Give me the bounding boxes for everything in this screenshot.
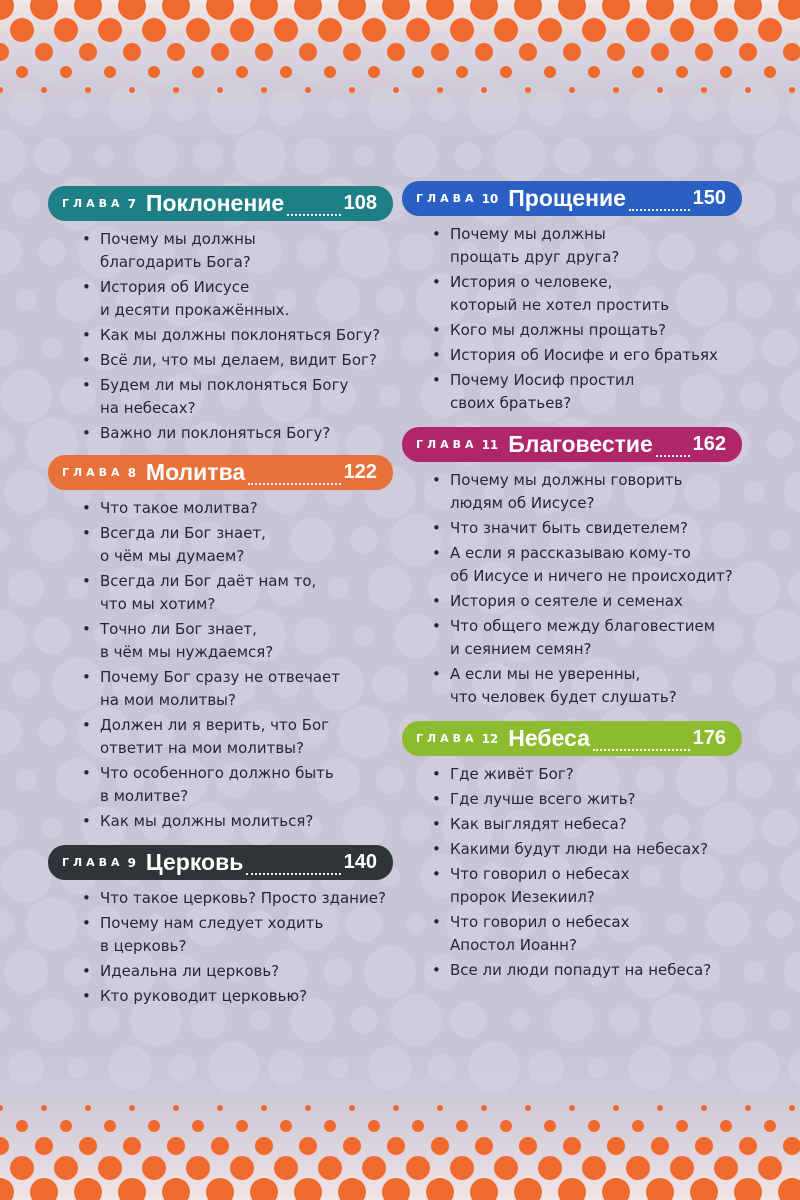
topic-item: • Что говорил о небесах Апостол Иоанн? [402, 911, 742, 957]
chapter-topics [402, 223, 742, 415]
chapter-topics [48, 228, 393, 445]
topic-item: • Как мы должны поклоняться Богу? [48, 324, 393, 347]
topic-item: • Точно ли Бог знает, в чём мы нуждаемся? [48, 618, 393, 664]
right-column [402, 181, 742, 992]
topic-item: • Идеальна ли церковь? [48, 960, 393, 983]
chapter-12 [402, 721, 742, 982]
chapter-number: 9 [127, 855, 136, 870]
topic-item: • Что такое церковь? Просто здание? [48, 887, 393, 910]
chapter-number: 7 [127, 196, 136, 211]
chapter-10 [402, 181, 742, 415]
chapter-title: Благовестие [508, 431, 653, 457]
left-column [48, 186, 393, 1018]
topic-item: • Как мы должны молиться? [48, 810, 393, 833]
chapter-page: 162 [692, 433, 726, 455]
topic-item: • Всегда ли Бог даёт нам то, что мы хотим? [48, 570, 393, 616]
topic-item: • Какими будут люди на небесах? [402, 838, 742, 861]
chapter-page: 122 [343, 461, 377, 483]
chapter-number: 8 [127, 465, 136, 480]
topic-item: • Что говорил о небесах пророк Иезекиил? [402, 863, 742, 909]
chapter-page: 176 [692, 727, 726, 749]
chapter-leader-dots [629, 197, 690, 211]
chapter-title: Небеса [508, 725, 590, 751]
topic-item: • Что общего между благовестием и сеянием семян? [402, 615, 742, 661]
chapter-number: 12 [481, 731, 499, 746]
chapter-word: ГЛАВА [416, 192, 478, 205]
chapter-number: 10 [481, 191, 499, 206]
chapter-header [48, 186, 393, 221]
topic-item: • Всё ли, что мы делаем, видит Бог? [48, 349, 393, 372]
chapter-word: ГЛАВА [62, 466, 124, 479]
chapter-header [48, 455, 393, 490]
chapter-leader-dots [287, 202, 340, 216]
chapter-leader-dots [593, 737, 690, 751]
chapter-header [402, 181, 742, 216]
topic-item: • Почему нам следует ходить в церковь? [48, 912, 393, 958]
topic-item: • А если мы не уверенны, что человек будет слушать? [402, 663, 742, 709]
topic-item: • Как выглядят небеса? [402, 813, 742, 836]
chapter-title: Прощение [508, 185, 626, 211]
chapter-topics [48, 887, 393, 1008]
topic-item: • Где живёт Бог? [402, 763, 742, 786]
chapter-word: ГЛАВА [416, 438, 478, 451]
chapter-word: ГЛАВА [62, 197, 124, 210]
topic-item: • История об Иисусе и десяти прокажённых. [48, 276, 393, 322]
topic-item: • Будем ли мы поклоняться Богу на небесах? [48, 374, 393, 420]
chapter-7 [48, 186, 393, 445]
chapter-header [402, 427, 742, 462]
chapter-11 [402, 427, 742, 709]
chapter-leader-dots [656, 443, 690, 457]
chapter-8 [48, 455, 393, 833]
topic-item: • Все ли люди попадут на небеса? [402, 959, 742, 982]
chapter-topics [402, 763, 742, 982]
topic-item: • История об Иосифе и его братьях [402, 344, 742, 367]
chapter-leader-dots [246, 861, 340, 875]
chapter-word: ГЛАВА [62, 856, 124, 869]
topic-item: • Кого мы должны прощать? [402, 319, 742, 342]
topic-item: • Важно ли поклоняться Богу? [48, 422, 393, 445]
chapter-page: 108 [343, 192, 377, 214]
topic-item: • Почему Бог сразу не отвечает на мои молитвы? [48, 666, 393, 712]
topic-item: • Кто руководит церковью? [48, 985, 393, 1008]
chapter-number: 11 [481, 437, 499, 452]
topic-item: • А если я рассказываю кому-то об Иисусе и ничего не происходит? [402, 542, 742, 588]
topic-item: • Что особенного должно быть в молитве? [48, 762, 393, 808]
topic-item: • Почему мы должны говорить людям об Иисусе? [402, 469, 742, 515]
topic-item: • Почему мы должны прощать друг друга? [402, 223, 742, 269]
topic-item: • Всегда ли Бог знает, о чём мы думаем? [48, 522, 393, 568]
chapter-9 [48, 845, 393, 1008]
chapter-header [402, 721, 742, 756]
chapter-topics [48, 497, 393, 833]
chapter-topics [402, 469, 742, 709]
topic-item: • Почему Иосиф простил своих братьев? [402, 369, 742, 415]
topic-item: • История о человеке, который не хотел простить [402, 271, 742, 317]
chapter-page: 140 [343, 851, 377, 873]
topic-item: • Что такое молитва? [48, 497, 393, 520]
topic-item: • Почему мы должны благодарить Бога? [48, 228, 393, 274]
topic-item: • История о сеятеле и семенах [402, 590, 742, 613]
topic-item: • Должен ли я верить, что Бог ответит на мои молитвы? [48, 714, 393, 760]
chapter-page: 150 [692, 187, 726, 209]
chapter-title: Церковь [145, 849, 244, 875]
chapter-header [48, 845, 393, 880]
chapter-title: Молитва [145, 459, 246, 485]
chapter-leader-dots [248, 471, 340, 485]
chapter-title: Поклонение [145, 190, 285, 216]
topic-item: • Что значит быть свидетелем? [402, 517, 742, 540]
chapter-word: ГЛАВА [416, 732, 478, 745]
topic-item: • Где лучше всего жить? [402, 788, 742, 811]
